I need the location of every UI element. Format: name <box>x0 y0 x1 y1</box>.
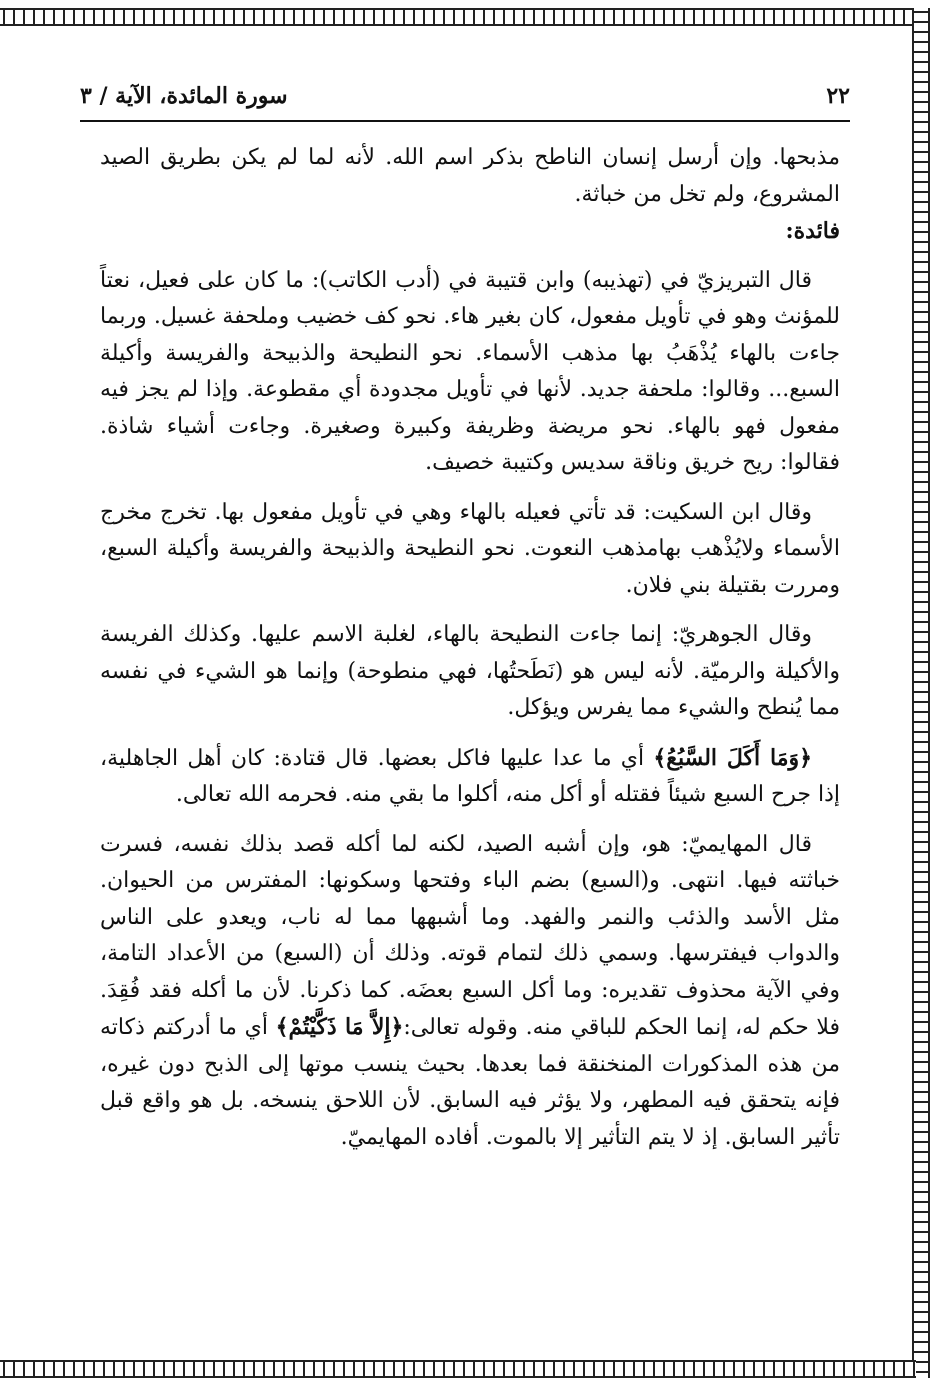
paragraph-tabrizi: قال التبريزيّ في (تهذيبه) وابن قتيبة في (أدب الكاتب): ما كان على فعيل، نعتاً للمؤنث وهو في تأويل مفعول، كان بغير هاء. نحو كف خضيب وملحفة غسيل. وربما جاءت بالهاء يُذْهَبُ بها مذهب الأسماء. نحو النطيحة والذبيحة والفريسة وأكيلة السبع... وقالوا: ملحفة جديد. لأنها في تأويل مجدودة أي مقطوعة. وإذا لم يجز فيه مفعول فهو بالهاء. نحو مريضة وظريفة وكبيرة وصغيرة. وجاءت أشياء شاذة. فقالوا: ريح خريق وناقة سديس وكتيبة خصيف. <box>100 267 840 475</box>
mahaymi-text-2: أي ما أدركتم ذكاته من هذه المذكورات المنخنقة فما بعدها. بحيث ينسب موتها إلى الذبح دون غيره، فإنه يتحقق فيه المطهر، ولا يؤثر فيه السابق. لأن اللاحق ينسخه. بل هو واقع قبل تأثير السابق. إذ لا يتم التأثير إلا بالموت. أفاده المهايميّ. <box>100 1015 840 1150</box>
header-rule <box>80 120 850 122</box>
paragraph-mahaymi <box>100 827 840 1157</box>
top-ornamental-border <box>0 8 916 26</box>
verse-quote: ﴿وَمَا أَكَلَ السَّبُعُ﴾ <box>653 744 813 771</box>
page-body <box>100 140 840 1156</box>
section-heading: فائدة: <box>785 218 840 244</box>
verse-quote-2: ﴿إِلاَّ مَا ذَكَّيْتُمْ﴾ <box>275 1014 404 1040</box>
verse-commentary-text: أي ما عدا عليها فاكل بعضها. قال قتادة: كان أهل الجاهلية، إذا جرح السبع شيئاً فقتله أو أكل منه، أكلوا ما بقي منه. فحرمه الله تعالى. <box>100 745 840 807</box>
running-title: سورة المائدة، الآية / ٣ <box>80 83 288 109</box>
paragraph-continuation: مذبحها. وإن أرسل إنسان الناطح بذكر اسم الله. لأنه لما لم يكن بطريق الصيد المشروع، ولم تخل من خباثة. <box>100 145 840 207</box>
paragraph-jawhari: وقال الجوهريّ: إنما جاءت النطيحة بالهاء، لغلبة الاسم عليها. وكذلك الفريسة والأكيلة والرميّة. لأنه ليس هو (نَطَحتُها، فهي منطوحة) وإنما هو الشيء في نفسه مما يُنطح والشيء مما يفرس ويؤكل. <box>100 622 840 720</box>
paragraph-verse-commentary <box>100 740 840 814</box>
paragraph-ibn-sikkit: وقال ابن السكيت: قد تأتي فعيله بالهاء وهي في تأويل مفعول بها. تخرج مخرج الأسماء ولايُذْهب بهامذهب النعوت. نحو النطيحة والذبيحة والفريسة وأكيلة السبع، ومررت بقتيلة بني فلان. <box>100 499 840 598</box>
page-number: ٢٢ <box>826 83 850 109</box>
bottom-ornamental-border <box>0 1360 916 1378</box>
page-header <box>80 74 850 118</box>
right-ornamental-border <box>912 8 930 1378</box>
mahaymi-text: قال المهايميّ: هو، وإن أشبه الصيد، لكنه لما أكله قصد بذلك نفسه، فسرت خباثته فيها. انتهى. و(السبع) بضم الباء وفتحها وسكونها: المفترس من الحيوان. مثل الأسد والذئب والنمر والفهد. وما أشبهها مما له ناب، ويعدو على الناس والدواب فيفترسها. وسمي ذلك لتمام قوته. وذلك أن (السبع) من الأعداد التامة، وفي الآية محذوف تقديره: وما أكل السبع بعضَه. كما ذكرنا. لأن ما أكله فقد فُقِدَ. فلا حكم له، إنما الحكم للباقي منه. وقوله تعالى: <box>100 831 840 1040</box>
